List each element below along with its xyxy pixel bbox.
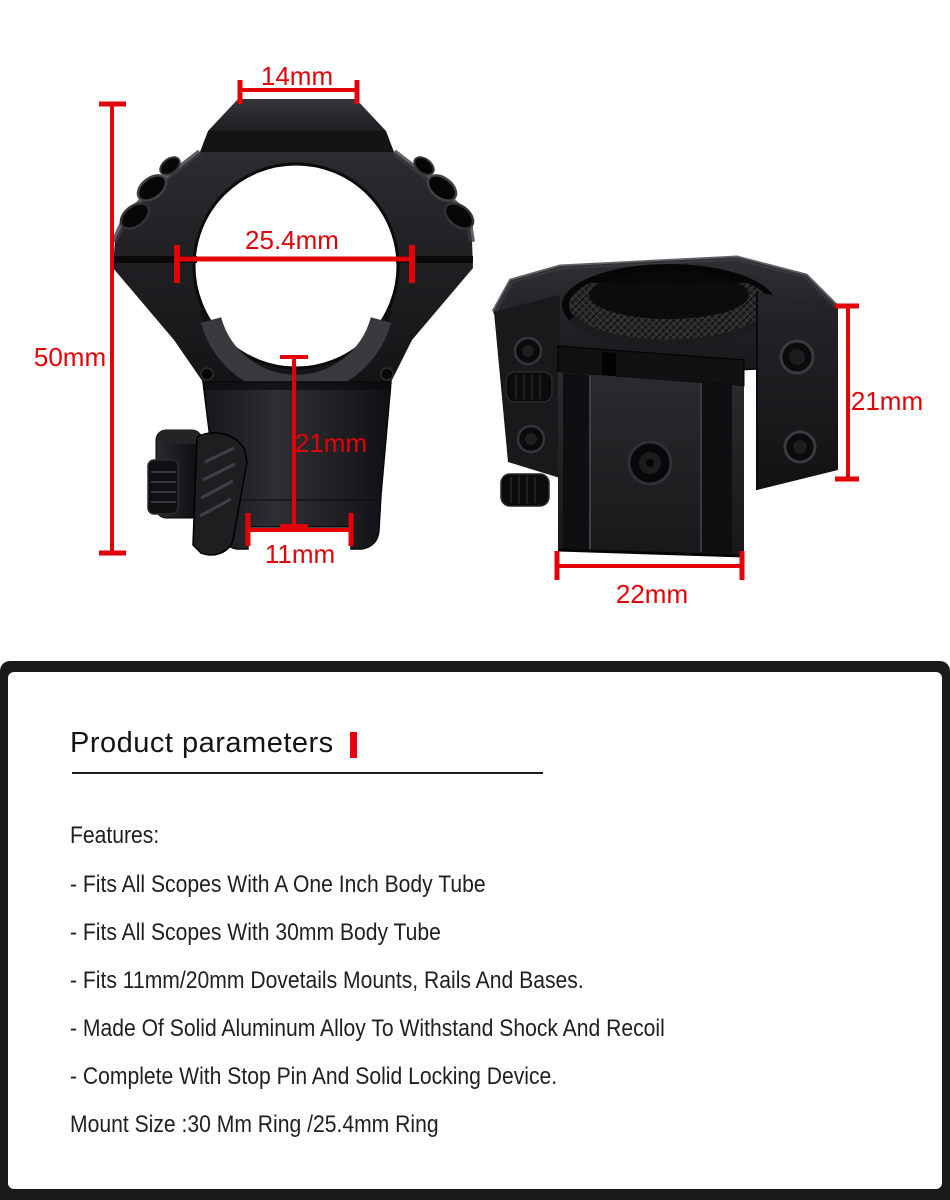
features-list bbox=[70, 861, 746, 1101]
right-side-plate bbox=[757, 292, 838, 490]
page-title: Product parameters bbox=[70, 727, 334, 759]
dim-label-inner-diameter: 25.4mm bbox=[245, 225, 339, 255]
feature-item: - Complete With Stop Pin And Solid Locking Device. bbox=[70, 1063, 558, 1090]
high-scope-ring-image bbox=[95, 85, 490, 580]
features-label: Features: bbox=[70, 822, 160, 849]
parameters-frame bbox=[0, 661, 950, 1200]
dim-label-column-height: 21mm bbox=[294, 428, 368, 458]
dim-label-top-width: 14mm bbox=[260, 61, 334, 91]
dim-label-overall-height: 50mm bbox=[33, 342, 107, 372]
mount-size-text: Mount Size :30 Mm Ring /25.4mm Ring bbox=[70, 1111, 439, 1138]
ring-top-cap bbox=[200, 99, 394, 152]
rail-clamp-block bbox=[558, 346, 744, 556]
feature-item: - Made Of Solid Aluminum Alloy To Withstand Shock And Recoil bbox=[70, 1015, 665, 1042]
title-underline bbox=[72, 772, 543, 774]
dim-label-base-width: 22mm bbox=[615, 579, 689, 609]
feature-item: - Fits 11mm/20mm Dovetails Mounts, Rails And Bases. bbox=[70, 967, 584, 994]
dim-label-rail-width: 11mm bbox=[264, 539, 336, 569]
locking-thumbscrew bbox=[148, 430, 247, 555]
panel-title-row bbox=[70, 727, 357, 760]
title-accent-bar-icon bbox=[350, 732, 357, 758]
low-scope-ring-image bbox=[485, 245, 860, 570]
ring-bore bbox=[194, 164, 398, 385]
dim-label-ring-height: 21mm bbox=[850, 386, 924, 416]
parameters-panel bbox=[8, 672, 942, 1189]
feature-item: - Fits All Scopes With 30mm Body Tube bbox=[70, 919, 441, 946]
feature-item: - Fits All Scopes With A One Inch Body Tube bbox=[70, 871, 486, 898]
